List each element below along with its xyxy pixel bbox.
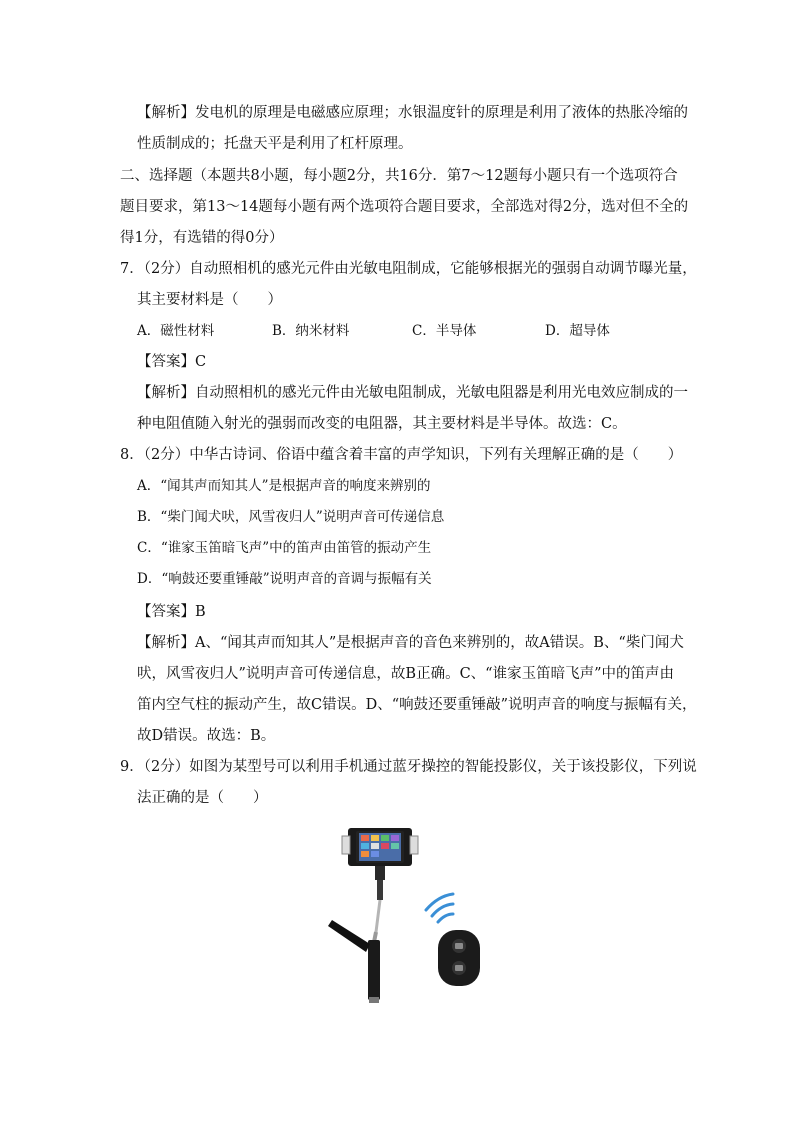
question-8: 8．（2分）中华古诗词、俗语中蕴含着丰富的声学知识，下列有关理解正确的是（ ） bbox=[120, 447, 683, 463]
q8-analysis-3: 笛内空气柱的振动产生，故C错误。D、“响鼓还要重锤敲”说明声音的响度与振幅有关， bbox=[137, 697, 697, 713]
q7-analysis-1: 【解析】自动照相机的感光元件由光敏电阻制成，光敏电阻器是利用光电效应制成的一 bbox=[137, 385, 688, 401]
q8-analysis-1: 【解析】A、“闻其声而知其人”是根据声音的音色来辨别的，故A错误。B、“柴门闻犬 bbox=[137, 635, 684, 651]
analysis-line-1: 【解析】发电机的原理是电磁感应原理；水银温度针的原理是利用了液体的热胀冷缩的 bbox=[137, 105, 688, 121]
q7-answer: 【答案】C bbox=[137, 354, 207, 370]
q7-analysis-2: 种电阻值随入射光的强弱而改变的电阻器，其主要材料是半导体。故选：C。 bbox=[137, 416, 627, 432]
q7-option-a: A．磁性材料 bbox=[137, 323, 215, 339]
q7-option-d: D．超导体 bbox=[545, 323, 610, 339]
question-7: 7．（2分）自动照相机的感光元件由光敏电阻制成，它能够根据光的强弱自动调节曝光量， bbox=[120, 261, 697, 277]
selfie-stick-illustration bbox=[320, 822, 500, 1012]
section-instructions-3: 得1分，有选错的得0分） bbox=[120, 230, 284, 246]
analysis-line-2: 性质制成的；托盘天平是利用了杠杆原理。 bbox=[137, 136, 413, 152]
q8-option-c: C．“谁家玉笛暗飞声”中的笛声由笛管的振动产生 bbox=[137, 540, 432, 556]
q8-analysis-2: 吠，风雪夜归人”说明声音可传递信息，故B正确。C、“谁家玉笛暗飞声”中的笛声由 bbox=[137, 666, 674, 682]
smartphone-icon bbox=[356, 831, 404, 863]
question-9: 9．（2分）如图为某型号可以利用手机通过蓝牙操控的智能投影仪，关于该投影仪，下列说 bbox=[120, 759, 697, 775]
q8-option-d: D．“响鼓还要重锤敲”说明声音的音调与振幅有关 bbox=[137, 571, 432, 587]
q8-option-b: B．“柴门闻犬吠，风雪夜归人”说明声音可传递信息 bbox=[137, 509, 445, 525]
bluetooth-remote-icon bbox=[438, 930, 480, 986]
q8-analysis-4: 故D错误。故选：B。 bbox=[137, 728, 276, 744]
projector-figure bbox=[320, 822, 500, 1012]
section-heading: 二、选择题（本题共8小题，每小题2分，共16分．第7～12题每小题只有一个选项符合 bbox=[120, 168, 678, 184]
q7-option-b: B．纳米材料 bbox=[272, 323, 350, 339]
q8-option-a: A．“闻其声而知其人”是根据声音的响度来辨别的 bbox=[137, 478, 431, 494]
question-9-cont: 法正确的是（ ） bbox=[137, 790, 268, 806]
q7-option-c: C．半导体 bbox=[412, 323, 477, 339]
wireless-signal-icon bbox=[426, 894, 453, 922]
question-7-cont: 其主要材料是（ ） bbox=[137, 292, 282, 308]
q8-answer: 【答案】B bbox=[137, 604, 206, 620]
section-instructions-2: 题目要求，第13～14题每小题有两个选项符合题目要求，全部选对得2分，选对但不全的 bbox=[120, 199, 689, 215]
